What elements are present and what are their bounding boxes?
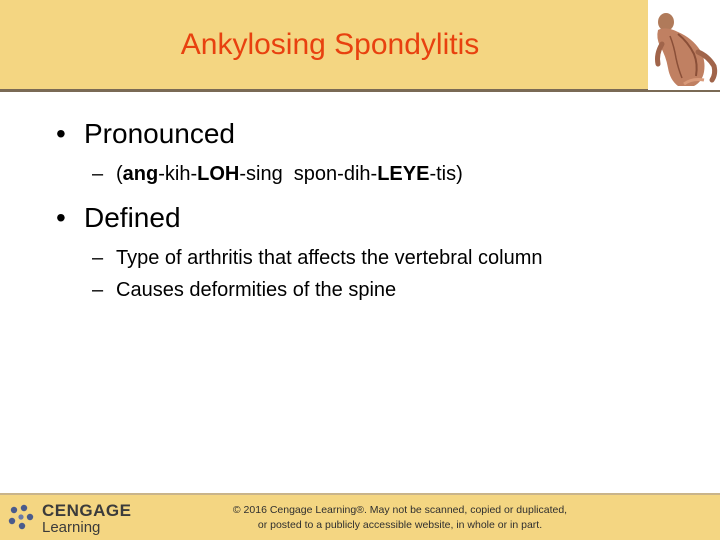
definition-text: Type of arthritis that affects the vertebral column (116, 247, 543, 269)
anatomy-muscle-figure-icon (648, 0, 720, 90)
sub-dash: – (92, 163, 104, 185)
pronunciation-stressed-segment: LEYE (377, 163, 430, 185)
bullet-dot: • (56, 202, 66, 233)
slide-title: Ankylosing Spondylitis (180, 28, 480, 61)
pronunciation-stressed-segment: LOH (197, 163, 240, 185)
pronunciation-segment: -tis) (429, 163, 463, 185)
sub-item-pronunciation (92, 164, 676, 196)
logo-subtext: Learning (42, 519, 101, 536)
pronunciation-text (116, 164, 463, 184)
cengage-logo-icon (8, 504, 34, 530)
bullet-label: Pronounced (84, 118, 236, 149)
sub-dash: – (92, 279, 104, 301)
bullet-dot: • (56, 118, 66, 149)
pronunciation-segment: -sing spon-dih- (239, 163, 378, 185)
copyright-line-1: © 2016 Cengage Learning®. May not be scanned, copied or duplicated, (232, 504, 568, 516)
logo-wordmark: CENGAGE (42, 501, 132, 520)
copyright-line-2: or posted to a publicly accessible website, in whole or in part. (257, 519, 543, 531)
sub-dash: – (92, 247, 104, 269)
cengage-logo (8, 500, 148, 536)
bullet-pronounced (56, 120, 676, 164)
header-divider (0, 89, 720, 92)
bullet-defined (56, 204, 676, 248)
footer-divider (0, 493, 720, 495)
pronunciation-stressed-segment: ang (122, 163, 159, 185)
sub-item-definition (92, 280, 676, 312)
slide-body (56, 120, 676, 312)
pronunciation-segment: ( (116, 163, 123, 185)
definition-text: Causes deformities of the spine (116, 279, 397, 301)
pronunciation-segment: -kih- (158, 163, 198, 185)
copyright-notice (190, 503, 610, 533)
sub-item-definition (92, 248, 676, 280)
bullet-label: Defined (84, 202, 181, 233)
